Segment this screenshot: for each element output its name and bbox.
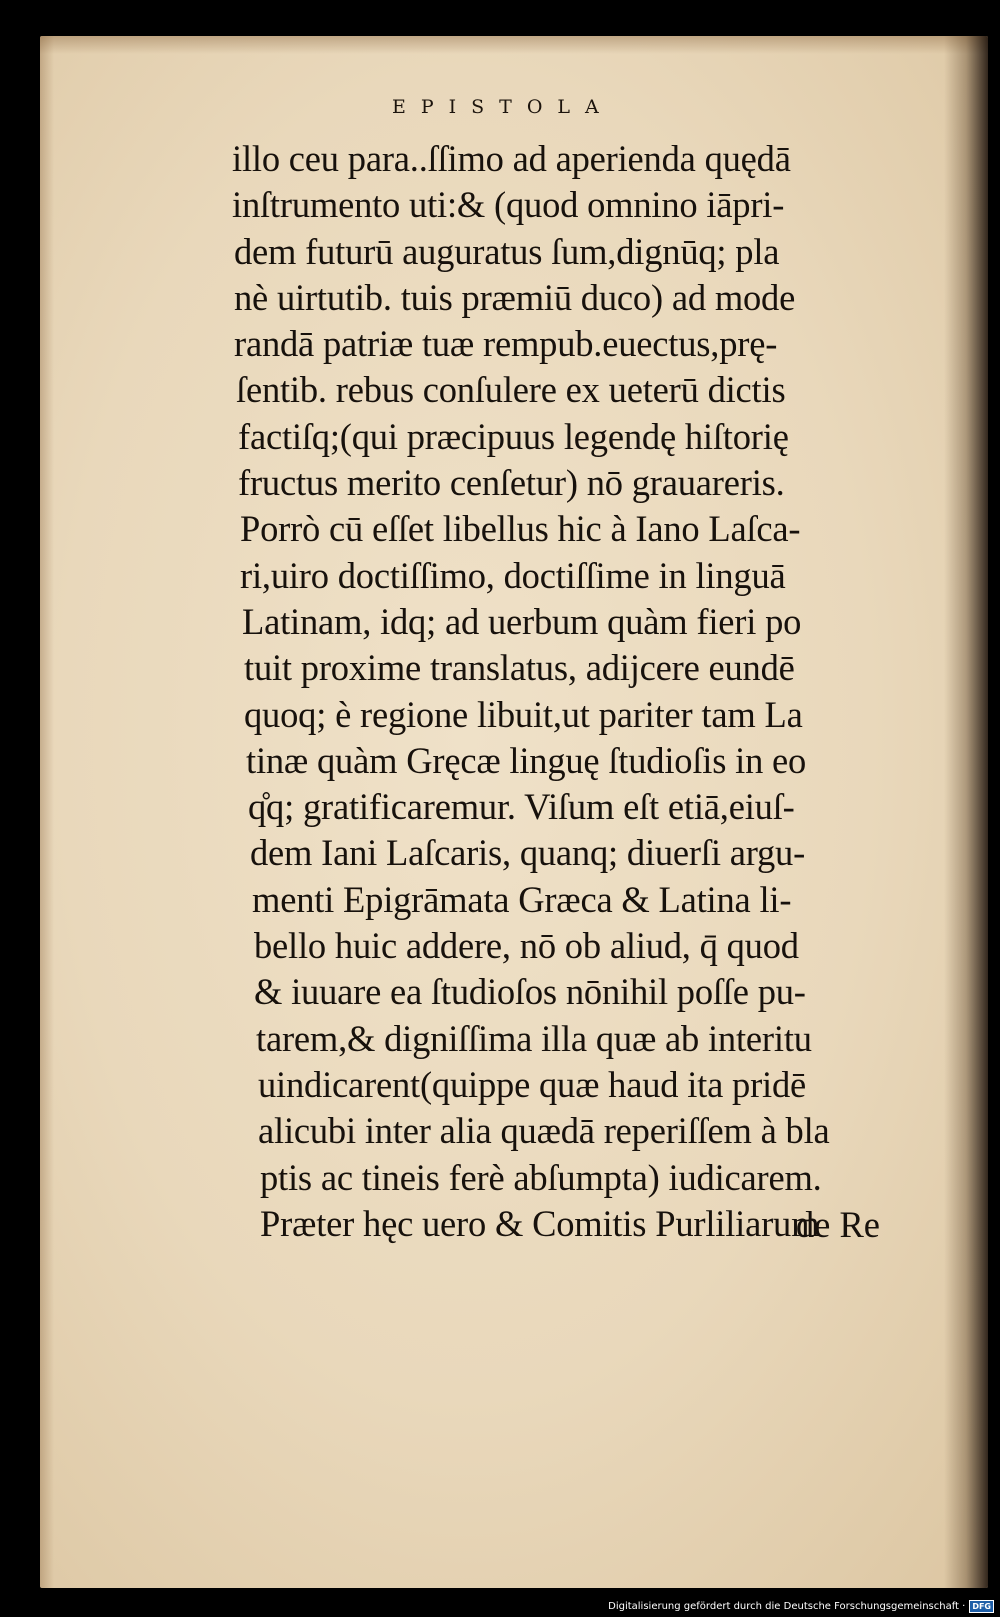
text-line: illo ceu para..ſſimo ad aperienda quędā (232, 138, 791, 179)
text-line: menti Epigrāmata Græca & Latina li- (252, 878, 792, 920)
text-line: q̊q; gratificaremur. Viſum eſt etiā,eiuſ- (248, 786, 795, 828)
text-line: tuit proxime translatus, adijcere eundē (244, 647, 795, 689)
body-text (196, 136, 886, 1247)
text-line: bello huic addere, nō ob aliud, q̄ quod (254, 925, 799, 967)
text-line: nè uirtutib. tuis præmiū duco) ad mode (234, 276, 796, 318)
text-line: tarem,& digniſſima illa quæ ab interitu (256, 1017, 812, 1059)
text-line: dem futurū auguratus ſum,dignūq; pla (234, 230, 780, 272)
text-line: & iuuare ea ſtudioſos nōnihil poſſe pu- (254, 971, 806, 1013)
running-head: EPISTOLA (392, 96, 614, 118)
text-line: inſtrumento uti:& (quod omnino iāpri- (232, 184, 785, 226)
dfg-logo-icon: DFG (969, 1600, 994, 1613)
funding-credit: Digitalisierung gefördert durch die Deutsche Forschungsgemeinschaft · (608, 1600, 966, 1612)
text-line: Præter hęc uero & Comitis Purliliarum (260, 1202, 820, 1244)
text-line: Latinam, idq; ad uerbum quàm fieri po (242, 600, 802, 642)
text-line: ptis ac tineis ferè abſumpta) iudicarem. (260, 1156, 822, 1198)
text-line: uindicarent(quippe quæ haud ita pridē (258, 1063, 807, 1105)
text-line: fructus merito cenſetur) nō grauareris. (238, 462, 785, 504)
text-line: tinæ quàm Gręcæ linguę ſtudioſis in eo (246, 739, 807, 781)
text-line: Porrò cū eſſet libellus hic à Iano Laſca- (240, 508, 801, 550)
text-line: ſentib. rebus conſulere ex ueterū dictis (236, 369, 786, 411)
text-line: alicubi inter alia quædā reperiſſem à bla (258, 1110, 830, 1152)
page-edge-shading-left (40, 36, 54, 1588)
page-edge-shading (40, 36, 988, 54)
text-line: quoq; è regione libuit,ut pariter tam La (244, 693, 803, 735)
footer (608, 1599, 994, 1613)
text-line: randā patriæ tuæ rempub.euectus,prę- (234, 323, 778, 365)
text-line: dem Iani Laſcaris, quanq; diuerſi argu- (250, 832, 806, 874)
text-line: factiſq;(qui præcipuus legendę hiſtorię (238, 415, 789, 457)
catchword: de Re (795, 1204, 880, 1245)
page-gutter-shadow (944, 36, 988, 1588)
text-line: ri,uiro doctiſſimo, doctiſſime in linguā (240, 554, 786, 596)
